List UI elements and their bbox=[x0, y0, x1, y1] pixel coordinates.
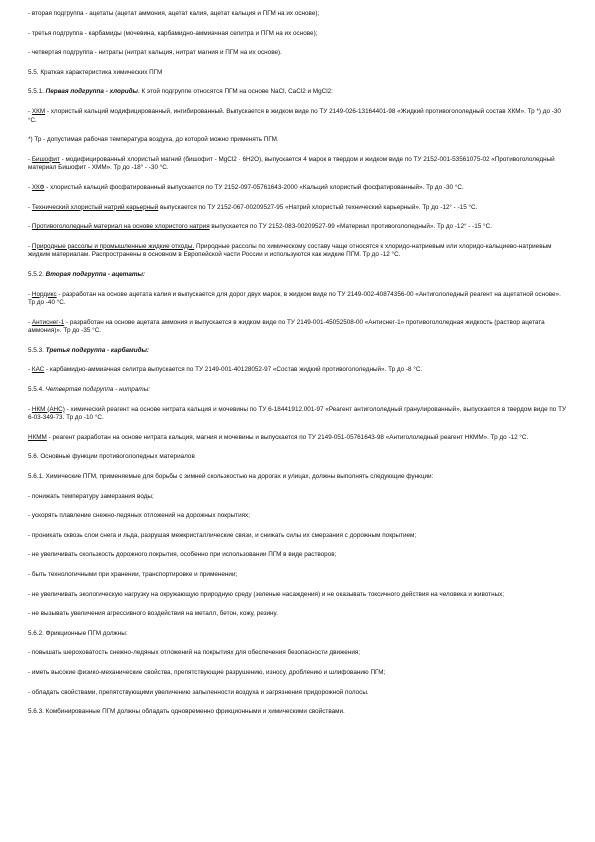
text-run: - повышать шероховатость снежно-ледяных отложений на покрытиях для обеспечения безопасности движения; bbox=[28, 649, 361, 657]
paragraph bbox=[28, 184, 568, 193]
paragraph bbox=[28, 512, 568, 521]
text-run: - bbox=[28, 107, 32, 115]
paragraph bbox=[28, 366, 568, 375]
text-run: 5.6.3. Комбинированные ПГМ должны обладать одновременно фрикционными и химическими свойствами. bbox=[28, 708, 345, 716]
text-run: 5.6.1. Химические ПГМ, применяемые для борьбы с зимней скользкостью на дорогах и улицах, должны выполнять следующие функции: bbox=[28, 473, 434, 481]
text-run: 5.6. Основные функции противогололедных материалов bbox=[28, 453, 195, 461]
text-run: - bbox=[28, 366, 32, 374]
underlined-term: Противогололедный материал на основе хлористого натрия bbox=[31, 223, 210, 231]
underlined-term: НКМ (АНС) bbox=[31, 405, 65, 413]
paragraph bbox=[28, 30, 568, 39]
underlined-term: Нордикс bbox=[31, 290, 57, 298]
text-run: - bbox=[28, 183, 32, 191]
paragraph bbox=[28, 669, 568, 678]
emphasis-text: Первая подгруппа - хлориды bbox=[45, 88, 138, 96]
paragraph bbox=[28, 630, 568, 639]
text-run: - обладать свойствами, препятствующими увеличению запыленности воздуха и загрязнения придорожной полосы. bbox=[28, 688, 369, 696]
paragraph bbox=[28, 708, 568, 717]
underlined-term: Технический хлористый натрий карьерный bbox=[31, 203, 159, 211]
text-run: - третья подгруппа - карбамиды (мочевина, карбамидно-аммиачная селитра и ПГМ на их основе); bbox=[28, 29, 318, 37]
paragraph bbox=[28, 243, 568, 260]
emphasis-text: Вторая подгруппа - ацетаты: bbox=[45, 270, 146, 278]
paragraph bbox=[28, 434, 568, 443]
text-run: . К этой подгруппе относятся ПГМ на основе NaCl, CaCl2 и MgCl2: bbox=[137, 88, 333, 96]
paragraph bbox=[28, 406, 568, 423]
paragraph bbox=[28, 689, 568, 698]
text-run: - реагент разработан на основе нитрата кальция, магния и мочевины и выпускается по ТУ 2149-051-05761643-98 «Антигололедный реагент НКММ». Тр до -12 °С. bbox=[46, 433, 529, 441]
underlined-term: Природные рассолы и промышленные жидкие отходы. bbox=[31, 242, 195, 250]
text-run: - bbox=[28, 155, 32, 163]
text-run: 5.5.3. bbox=[28, 346, 46, 354]
emphasis-text: Четвертая подгруппа - нитраты: bbox=[45, 386, 151, 394]
underlined-term: Антиснег-1 bbox=[31, 318, 65, 326]
text-run: выпускается по ТУ 2152-067-00209527-95 «Натрий хлористый технический карьерный». Тр до -12° - -15 °С. bbox=[158, 203, 478, 211]
text-run: - разработан на основе ацетата калия и выпускается для дорог двух марок, в жидком виде по ТУ 2149-002-40874356-00 «Антигололедный реагент на ацетатной основе». Тр до -40 °С. bbox=[28, 290, 561, 307]
paragraph bbox=[28, 571, 568, 580]
text-run: - ускорять плавление снежно-ледяных отложений на дорожных покрытиях; bbox=[28, 512, 250, 520]
paragraph bbox=[28, 347, 568, 356]
text-run: - не увеличивать экологическую нагрузку на окружающую природную среду (зеленые насаждения) и не оказывать токсичного действия на человека и животных; bbox=[28, 590, 505, 598]
paragraph bbox=[28, 204, 568, 213]
text-run: - bbox=[28, 405, 32, 413]
text-run: - bbox=[28, 242, 32, 250]
paragraph bbox=[28, 591, 568, 600]
paragraph bbox=[28, 386, 568, 395]
text-run: - иметь высокие физико-механические свойства, препятствующие разрушению, износу, дроблению и шлифованию ПГМ; bbox=[28, 668, 386, 676]
text-run: - быть технологичными при хранении, транспортировке и применении; bbox=[28, 571, 238, 578]
text-run: Природные рассолы по химическому составу чаще относятся к хлоридо-натриевым или хлоридо-кальциево-натриевым жидким материалам. Распространены в основном в Европейской части России и используются как жидкие ПГМ. Тр до -12 °С. bbox=[28, 242, 552, 259]
document-page bbox=[28, 10, 568, 728]
paragraph bbox=[28, 49, 568, 58]
text-run: - проникать сквозь слои снега и льда, разрушая межкристаллические связи, и снижать силы их смерзания с дорожным покрытием; bbox=[28, 531, 417, 539]
text-run: выпускается по ТУ 2152-083-00209527-99 «Материал противогололедный». Тр до -12° - -15 °С. bbox=[209, 223, 492, 231]
text-run: *) Тр - допустимая рабочая температура воздуха, до которой можно применять ПГМ. bbox=[28, 136, 279, 144]
text-run: - химический реагент на основе нитрата кальция и мочевины по ТУ 6-18441912.001-97 «Реагент антигололедный гранулированный», выпускается в твердом виде по ТУ 6-03-349-73. Тр до -10 °С. bbox=[28, 405, 566, 422]
underlined-term: НКММ bbox=[28, 433, 47, 441]
text-run: - четвертая подгруппа - нитраты (нитрат кальция, нитрат магния и ПГМ на их основе). bbox=[28, 49, 282, 57]
text-run: - вторая подгруппа - ацетаты (ацетат аммония, ацетат калия, ацетат кальция и ПГМ на их основе); bbox=[28, 10, 320, 17]
text-run: - понижать температуру замерзания воды; bbox=[28, 492, 154, 500]
text-run: - карбамидно-аммиачная селитра выпускается по ТУ 2149-001-40128052-97 «Состав жидкий противогололедный». Тр до -8 °С. bbox=[44, 366, 423, 374]
text-run: - не вызывать увеличения агрессивного воздействия на металл, бетон, кожу, резину. bbox=[28, 610, 278, 618]
text-run: 5.5.1. bbox=[28, 88, 46, 96]
paragraph bbox=[28, 532, 568, 541]
text-run: - хлористый кальций фосфатированный выпускается по ТУ 2152-097-05761643-2000 «Кальций хлористый фосфатированный». Тр до -30 °С. bbox=[44, 183, 464, 191]
paragraph bbox=[28, 10, 568, 19]
paragraph bbox=[28, 649, 568, 658]
text-run: - разработан на основе ацетата аммония и выпускается в жидком виде по ТУ 2149-001-45052508-00 «Антиснег-1» противогололедная жидкость (раствор ацетата аммония)». Тр до -35 °С. bbox=[28, 318, 545, 335]
text-run: 5.5. Краткая характеристика химических ПГМ bbox=[28, 68, 163, 76]
text-run: - bbox=[28, 290, 32, 298]
paragraph bbox=[28, 551, 568, 560]
underlined-term: Бишофит bbox=[31, 155, 60, 163]
paragraph bbox=[28, 136, 568, 145]
paragraph bbox=[28, 223, 568, 232]
text-run: 5.5.2. bbox=[28, 270, 46, 278]
text-run: - модифицированный хлористый магний (бишофит - MgCl2 · 6H2O), выпускается 4 марок в твердом и жидком виде по ТУ 2152-001-53561075-02 «Противогололедный материал Бишофит - ХММ». Тр до -18° - -30 °С. bbox=[28, 155, 555, 172]
underlined-term: ХКМ bbox=[31, 107, 46, 115]
text-run: 5.6.2. Фрикционные ПГМ должны: bbox=[28, 629, 128, 637]
text-run: 5.5.4. bbox=[28, 386, 46, 394]
emphasis-text: Третья подгруппа - карбамиды: bbox=[45, 346, 150, 354]
text-run: - bbox=[28, 223, 32, 231]
text-run: - хлористый кальций модифицированный, ингибированный. Выпускается в жидком виде по ТУ 2149-026-13164401-98 «Жидкий противогололедный состав ХКМ». Тр *) до -30 °С. bbox=[28, 107, 561, 124]
underlined-term: ХКФ bbox=[31, 183, 45, 191]
paragraph bbox=[28, 453, 568, 462]
underlined-term: КАС bbox=[31, 366, 45, 374]
paragraph bbox=[28, 473, 568, 482]
text-run: - не увеличивать скользкость дорожного покрытия, особенно при использовании ПГМ в виде растворов; bbox=[28, 551, 337, 559]
paragraph bbox=[28, 493, 568, 502]
paragraph bbox=[28, 156, 568, 173]
paragraph bbox=[28, 610, 568, 619]
text-run: - bbox=[28, 318, 32, 326]
text-run: - bbox=[28, 203, 32, 211]
paragraph bbox=[28, 108, 568, 125]
paragraph bbox=[28, 319, 568, 336]
paragraph bbox=[28, 69, 568, 78]
paragraph bbox=[28, 88, 568, 97]
paragraph bbox=[28, 291, 568, 308]
paragraph bbox=[28, 271, 568, 280]
